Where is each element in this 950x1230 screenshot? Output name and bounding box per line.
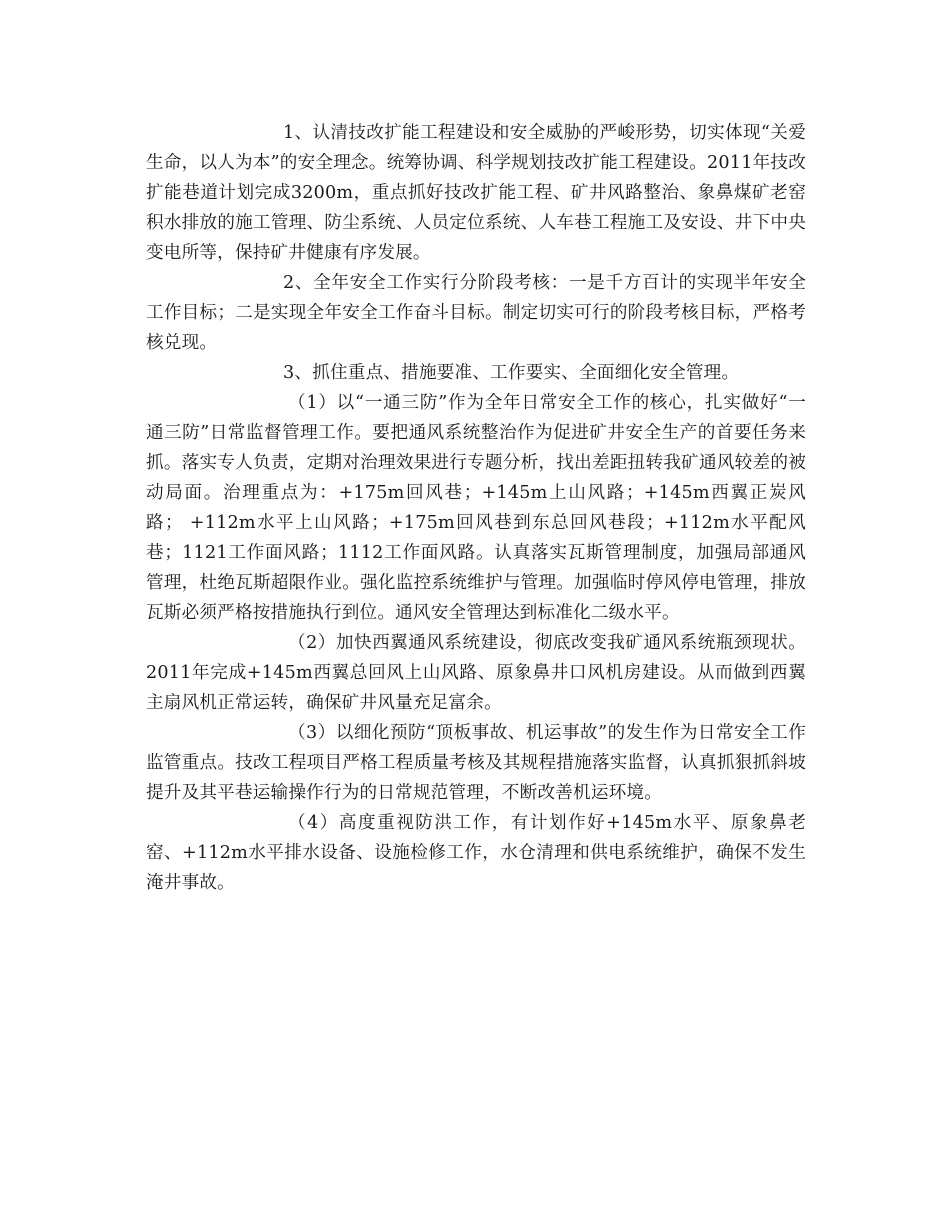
- paragraph-subitem-3: （3）以细化预防“顶板事故、机运事故”的发生作为日常安全工作监管重点。技改工程项目严格工程质量考核及其规程措施落实监督，认真抓狠抓斜坡提升及其平巷运输操作行为的日常规范管理，不断改善机运环境。: [146, 723, 806, 803]
- paragraph-subitem-1: （1）以“一通三防”作为全年日常安全工作的核心，扎实做好“一通三防”日常监督管理工作。要把通风系统整治作为促进矿井安全生产的首要任务来抓。落实专人负责，定期对治理效果进行专题分析，找出差距扭转我矿通风较差的被动局面。治理重点为：+175m回风巷；+145m上山风路；+145m西翼正炭风路； +112m水平上山风路；+175m回风巷到东总回风巷段；+112m水平配风巷；1121工作面风路；1112工作面风路。认真落实瓦斯管理制度，加强局部通风管理，杜绝瓦斯超限作业。强化监控系统维护与管理。加强临时停风停电管理，排放瓦斯必须严格按措施执行到位。通风安全管理达到标准化二级水平。: [146, 393, 806, 623]
- document-body: [146, 118, 806, 898]
- paragraph-subitem-2: （2）加快西翼通风系统建设，彻底改变我矿通风系统瓶颈现状。2011年完成+145m西翼总回风上山风路、原象鼻井口风机房建设。从而做到西翼主扇风机正常运转，确保矿井风量充足富余。: [146, 633, 806, 713]
- paragraph-subitem-4: （4）高度重视防洪工作，有计划作好+145m水平、原象鼻老窑、+112m水平排水设备、设施检修工作，水仓清理和供电系统维护，确保不发生淹井事故。: [146, 813, 806, 893]
- paragraph-item-1: 1、认清技改扩能工程建设和安全威胁的严峻形势，切实体现“关爱生命，以人为本”的安全理念。统筹协调、科学规划技改扩能工程建设。2011年技改扩能巷道计划完成3200m，重点抓好技改扩能工程、矿井风路整治、象鼻煤矿老窑积水排放的施工管理、防尘系统、人员定位系统、人车巷工程施工及安设、井下中央变电所等，保持矿井健康有序发展。: [146, 123, 806, 263]
- paragraph-item-2: 2、全年安全工作实行分阶段考核：一是千方百计的实现半年安全工作目标；二是实现全年安全工作奋斗目标。制定切实可行的阶段考核目标，严格考核兑现。: [146, 273, 806, 353]
- paragraph-item-3: 3、抓住重点、措施要准、工作要实、全面细化安全管理。: [283, 363, 740, 383]
